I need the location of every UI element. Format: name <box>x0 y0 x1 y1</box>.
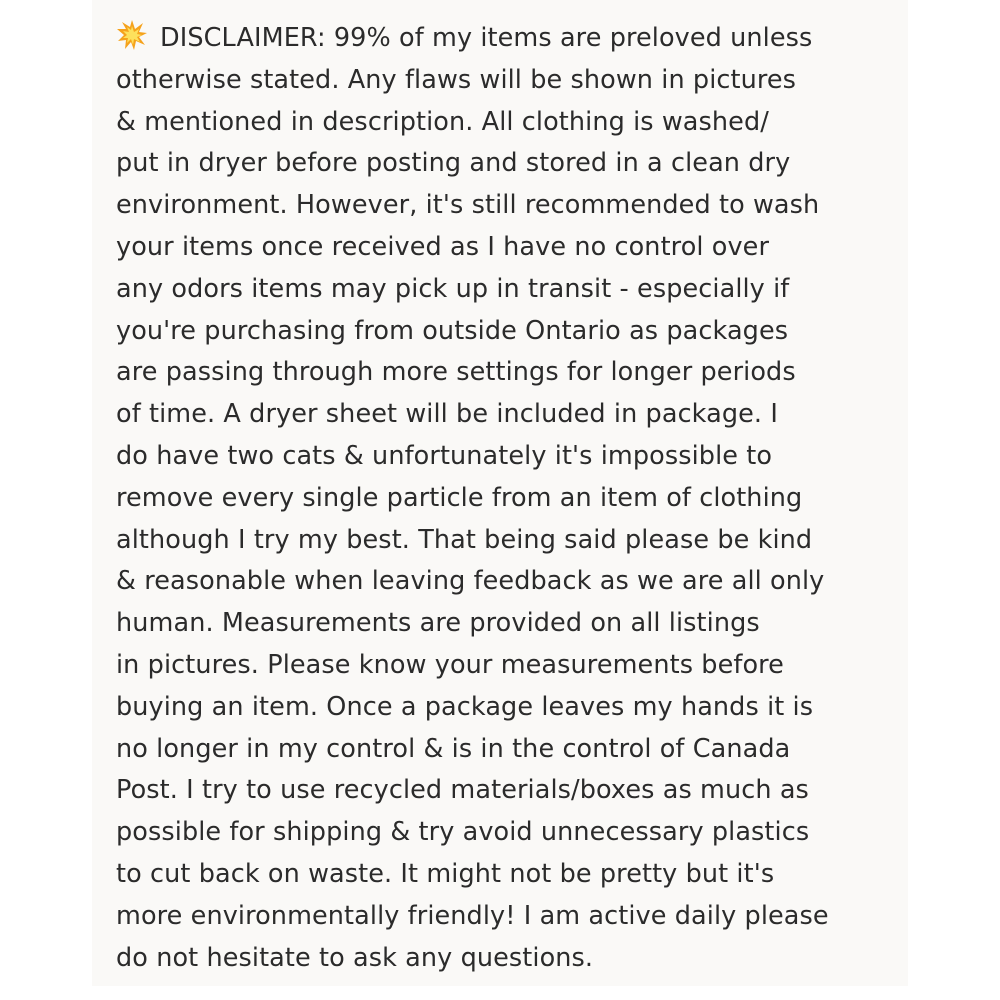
disclaimer-line: to cut back on waste. It might not be pretty but it's <box>116 858 775 889</box>
disclaimer-line: possible for shipping & try avoid unnecessary plastics <box>116 817 810 848</box>
disclaimer-line: buying an item. Once a package leaves my hands it is <box>116 691 814 722</box>
disclaimer-line: & reasonable when leaving feedback as we are all only <box>116 566 825 597</box>
disclaimer-line: & mentioned in description. All clothing is washed/ <box>116 106 769 137</box>
disclaimer-line: your items once received as I have no control over <box>116 231 770 262</box>
disclaimer-line: although I try my best. That being said please be kind <box>116 524 813 555</box>
disclaimer-line: in pictures. Please know your measurements before <box>116 649 784 680</box>
disclaimer-line: more environmentally friendly! I am active daily please <box>116 900 829 931</box>
disclaimer-line: of time. A dryer sheet will be included in package. I <box>116 399 778 430</box>
disclaimer-line: do not hesitate to ask any questions. <box>116 942 594 973</box>
disclaimer-line: environment. However, it's still recommended to wash <box>116 190 820 221</box>
disclaimer-line: are passing through more settings for longer periods <box>116 357 796 388</box>
disclaimer-line: human. Measurements are provided on all listings <box>116 608 760 639</box>
disclaimer-line: you're purchasing from outside Ontario as packages <box>116 315 789 346</box>
disclaimer-line: otherwise stated. Any flaws will be shown in pictures <box>116 64 797 95</box>
disclaimer-line: put in dryer before posting and stored in a clean dry <box>116 148 791 179</box>
disclaimer-line-text: DISCLAIMER: 99% of my items are preloved unless <box>160 23 813 53</box>
collision-burst-icon <box>116 19 148 51</box>
disclaimer-line: no longer in my control & is in the control of Canada <box>116 733 791 764</box>
disclaimer-line: any odors items may pick up in transit - especially if <box>116 273 790 304</box>
disclaimer-line: do have two cats & unfortunately it's impossible to <box>116 440 773 471</box>
disclaimer-text <box>116 18 896 979</box>
disclaimer-line <box>116 18 896 60</box>
disclaimer-line: Post. I try to use recycled materials/boxes as much as <box>116 775 809 806</box>
disclaimer-line: remove every single particle from an item of clothing <box>116 482 803 513</box>
